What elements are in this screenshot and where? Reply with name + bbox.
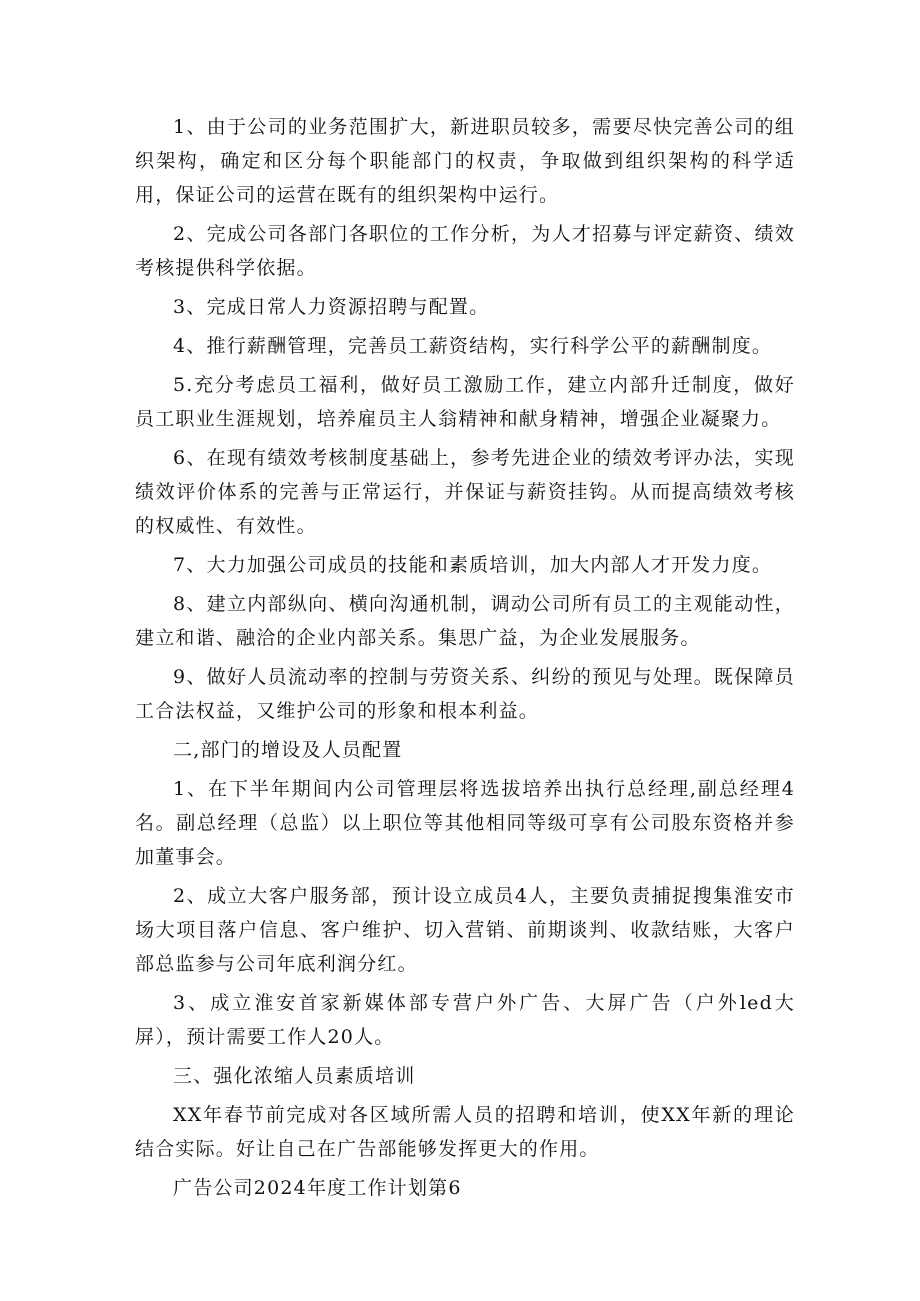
- paragraph-item-9: 9、做好人员流动率的控制与劳资关系、纠纷的预见与处理。既保障员工合法权益，又维护公司的形象和根本利益。: [135, 666, 795, 722]
- section-heading-2: 二,部门的增设及人员配置: [173, 739, 403, 761]
- paragraph-item-6: 6、在现有绩效考核制度基础上，参考先进企业的绩效考评办法，实现绩效评价体系的完善与正常运行，并保证与薪资挂钩。从而提高绩效考核的权威性、有效性。: [135, 447, 795, 537]
- paragraph-item-1: 1、由于公司的业务范围扩大，新进职员较多，需要尽快完善公司的组织架构，确定和区分每个职能部门的权责，争取做到组织架构的科学适用，保证公司的运营在既有的组织架构中运行。: [135, 116, 795, 206]
- paragraph-item-3: 3、完成日常人力资源招聘与配置。: [173, 296, 490, 318]
- paragraph-training: XX年春节前完成对各区域所需人员的招聘和培训，使XX年新的理论结合实际。好让自己在广告部能够发挥更大的作用。: [135, 1104, 795, 1160]
- paragraph-footer-title: 广告公司2024年度工作计划第6: [173, 1177, 462, 1199]
- paragraph-item-4: 4、推行薪酬管理，完善员工薪资结构，实行科学公平的薪酬制度。: [173, 335, 773, 357]
- paragraph-item-7: 7、大力加强公司成员的技能和素质培训，加大内部人才开发力度。: [173, 554, 773, 576]
- section-heading-3: 三、强化浓缩人员素质培训: [173, 1065, 416, 1087]
- paragraph-dept-1: 1、在下半年期间内公司管理层将选拔培养出执行总经理,副总经理4名。副总经理（总监）以上职位等其他相同等级可享有公司股东资格并参加董事会。: [135, 778, 795, 868]
- paragraph-item-2: 2、完成公司各部门各职位的工作分析，为人才招募与评定薪资、绩效考核提供科学依据。: [135, 223, 795, 279]
- document-page: [135, 110, 795, 1210]
- paragraph-dept-2: 2、成立大客户服务部，预计设立成员4人，主要负责捕捉搜集淮安市场大项目落户信息、客户维护、切入营销、前期谈判、收款结账，大客户部总监参与公司年底利润分红。: [135, 885, 795, 975]
- paragraph-dept-3: 3、成立淮安首家新媒体部专营户外广告、大屏广告（户外led大屏），预计需要工作人20人。: [135, 992, 795, 1048]
- paragraph-item-5: 5.充分考虑员工福利，做好员工激励工作，建立内部升迁制度，做好员工职业生涯规划，培养雇员主人翁精神和献身精神，增强企业凝聚力。: [135, 374, 795, 430]
- paragraph-item-8: 8、建立内部纵向、横向沟通机制，调动公司所有员工的主观能动性，建立和谐、融洽的企业内部关系。集思广益，为企业发展服务。: [135, 593, 795, 649]
